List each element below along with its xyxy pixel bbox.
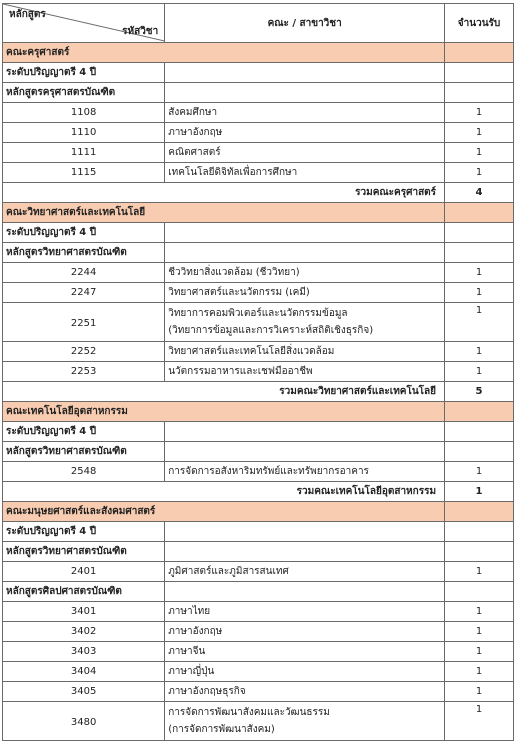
major-code: 2252 <box>3 342 165 362</box>
major-code: 3405 <box>3 682 165 702</box>
table-row <box>3 622 514 642</box>
level-row <box>3 522 514 542</box>
empty-cell <box>165 63 445 83</box>
major-code: 2253 <box>3 362 165 382</box>
faculty-row <box>3 203 514 223</box>
table-row <box>3 163 514 183</box>
program-row <box>3 243 514 263</box>
empty-cell <box>165 542 445 562</box>
quota-value: 1 <box>445 362 514 382</box>
table-row <box>3 143 514 163</box>
table-row <box>3 702 514 741</box>
faculty-total-value: 5 <box>445 382 514 402</box>
total-row <box>3 482 514 502</box>
major-name: ภาษาไทย <box>165 602 445 622</box>
quota-value: 1 <box>445 163 514 183</box>
major-name: ชีววิทยาสิ่งแวดล้อม (ชีววิทยา) <box>165 263 445 283</box>
empty-cell <box>445 542 514 562</box>
program-row <box>3 542 514 562</box>
major-code: 3403 <box>3 642 165 662</box>
program-name: หลักสูตรศิลปศาสตรบัณฑิต <box>3 582 165 602</box>
faculty-name: คณะครุศาสตร์ <box>3 43 445 63</box>
empty-cell <box>165 243 445 263</box>
major-name: วิทยาการคอมพิวเตอร์และนวัตกรรมข้อมูล <box>168 308 348 319</box>
level-row <box>3 422 514 442</box>
empty-cell <box>165 223 445 243</box>
empty-cell <box>165 442 445 462</box>
empty-cell <box>445 522 514 542</box>
degree-level: ระดับปริญญาตรี 4 ปี <box>3 223 165 243</box>
empty-cell <box>445 243 514 263</box>
table-row <box>3 682 514 702</box>
quota-value: 1 <box>445 642 514 662</box>
quota-value: 1 <box>445 602 514 622</box>
faculty-empty-cell <box>445 402 514 422</box>
quota-value: 1 <box>445 462 514 482</box>
major-code: 2244 <box>3 263 165 283</box>
major-name: การจัดการพัฒนาสังคมและวัฒนธรรม <box>168 707 330 718</box>
program-name: หลักสูตรวิทยาศาสตรบัณฑิต <box>3 442 165 462</box>
empty-cell <box>445 582 514 602</box>
major-name: คณิตศาสตร์ <box>165 143 445 163</box>
header-faculty-major: คณะ / สาขาวิชา <box>165 4 445 43</box>
major-code: 2251 <box>3 303 165 342</box>
major-name: เทคโนโลยีดิจิทัลเพื่อการศึกษา <box>165 163 445 183</box>
faculty-row <box>3 502 514 522</box>
major-name: ภูมิศาสตร์และภูมิสารสนเทศ <box>165 562 445 582</box>
quota-value: 1 <box>445 283 514 303</box>
level-row <box>3 63 514 83</box>
faculty-empty-cell <box>445 502 514 522</box>
table-row <box>3 642 514 662</box>
table-row <box>3 662 514 682</box>
quota-value: 1 <box>445 682 514 702</box>
major-name-cell <box>165 702 445 741</box>
header-curriculum: หลักสูตร <box>9 9 46 20</box>
major-code: 1108 <box>3 103 165 123</box>
major-code: 1111 <box>3 143 165 163</box>
table-row <box>3 283 514 303</box>
level-row <box>3 223 514 243</box>
major-code: 3402 <box>3 622 165 642</box>
program-name: หลักสูตรครุศาสตรบัณฑิต <box>3 83 165 103</box>
quota-value: 1 <box>445 263 514 283</box>
program-name: หลักสูตรวิทยาศาสตรบัณฑิต <box>3 542 165 562</box>
quota-value: 1 <box>445 622 514 642</box>
major-name: สังคมศึกษา <box>165 103 445 123</box>
major-name-cell <box>165 303 445 342</box>
table-row <box>3 562 514 582</box>
header-code: รหัสวิชา <box>122 26 159 37</box>
major-code: 1110 <box>3 123 165 143</box>
empty-cell <box>445 223 514 243</box>
quota-value: 1 <box>445 143 514 163</box>
faculty-name: คณะวิทยาศาสตร์และเทคโนโลยี <box>3 203 445 223</box>
major-name: การจัดการอสังหาริมทรัพย์และทรัพยากรอาคาร <box>165 462 445 482</box>
quota-value: 1 <box>445 702 514 741</box>
major-name: ภาษาจีน <box>165 642 445 662</box>
empty-cell <box>165 83 445 103</box>
empty-cell <box>165 582 445 602</box>
table-row <box>3 462 514 482</box>
major-name: ภาษาอังกฤษ <box>165 622 445 642</box>
table-row <box>3 362 514 382</box>
admission-quota-table <box>2 3 514 741</box>
program-name: หลักสูตรวิทยาศาสตรบัณฑิต <box>3 243 165 263</box>
degree-level: ระดับปริญญาตรี 4 ปี <box>3 63 165 83</box>
program-row <box>3 582 514 602</box>
empty-cell <box>445 63 514 83</box>
major-name: ภาษาญี่ปุ่น <box>165 662 445 682</box>
major-code: 2401 <box>3 562 165 582</box>
quota-value: 1 <box>445 342 514 362</box>
faculty-total-label: รวมคณะครุศาสตร์ <box>3 183 445 203</box>
major-name: วิทยาศาสตร์และนวัตกรรม (เคมี) <box>165 283 445 303</box>
empty-cell <box>445 422 514 442</box>
quota-value: 1 <box>445 123 514 143</box>
faculty-row <box>3 43 514 63</box>
faculty-empty-cell <box>445 43 514 63</box>
degree-level: ระดับปริญญาตรี 4 ปี <box>3 422 165 442</box>
empty-cell <box>445 83 514 103</box>
table-row <box>3 602 514 622</box>
header-curriculum-code-cell <box>3 4 165 43</box>
table-row <box>3 103 514 123</box>
quota-value: 1 <box>445 303 514 342</box>
faculty-total-value: 1 <box>445 482 514 502</box>
major-name: วิทยาศาสตร์และเทคโนโลยีสิ่งแวดล้อม <box>165 342 445 362</box>
quota-value: 1 <box>445 103 514 123</box>
quota-value: 1 <box>445 662 514 682</box>
major-code: 3401 <box>3 602 165 622</box>
major-name-detail: (การจัดการพัฒนาสังคม) <box>168 724 275 735</box>
faculty-total-label: รวมคณะวิทยาศาสตร์และเทคโนโลยี <box>3 382 445 402</box>
faculty-name: คณะเทคโนโลยีอุตสาหกรรม <box>3 402 445 422</box>
faculty-row <box>3 402 514 422</box>
major-code: 2247 <box>3 283 165 303</box>
table-row <box>3 123 514 143</box>
quota-value: 1 <box>445 562 514 582</box>
major-code: 2548 <box>3 462 165 482</box>
total-row <box>3 183 514 203</box>
header-quota: จำนวนรับ <box>445 4 514 43</box>
faculty-empty-cell <box>445 203 514 223</box>
major-code: 3404 <box>3 662 165 682</box>
major-name: นวัตกรรมอาหารและเชฟมืออาชีพ <box>165 362 445 382</box>
table-header-row <box>3 4 514 43</box>
table-row <box>3 263 514 283</box>
major-code: 1115 <box>3 163 165 183</box>
empty-cell <box>445 442 514 462</box>
table-row <box>3 303 514 342</box>
faculty-total-label: รวมคณะเทคโนโลยีอุตสาหกรรม <box>3 482 445 502</box>
major-name-detail: (วิทยาการข้อมูลและการวิเคราะห์สถิติเชิงธุรกิจ) <box>168 325 374 336</box>
major-code: 3480 <box>3 702 165 741</box>
program-row <box>3 83 514 103</box>
empty-cell <box>165 422 445 442</box>
major-name: ภาษาอังกฤษธุรกิจ <box>165 682 445 702</box>
degree-level: ระดับปริญญาตรี 4 ปี <box>3 522 165 542</box>
major-name: ภาษาอังกฤษ <box>165 123 445 143</box>
empty-cell <box>165 522 445 542</box>
program-row <box>3 442 514 462</box>
total-row <box>3 382 514 402</box>
faculty-total-value: 4 <box>445 183 514 203</box>
faculty-name: คณะมนุษยศาสตร์และสังคมศาสตร์ <box>3 502 445 522</box>
table-row <box>3 342 514 362</box>
